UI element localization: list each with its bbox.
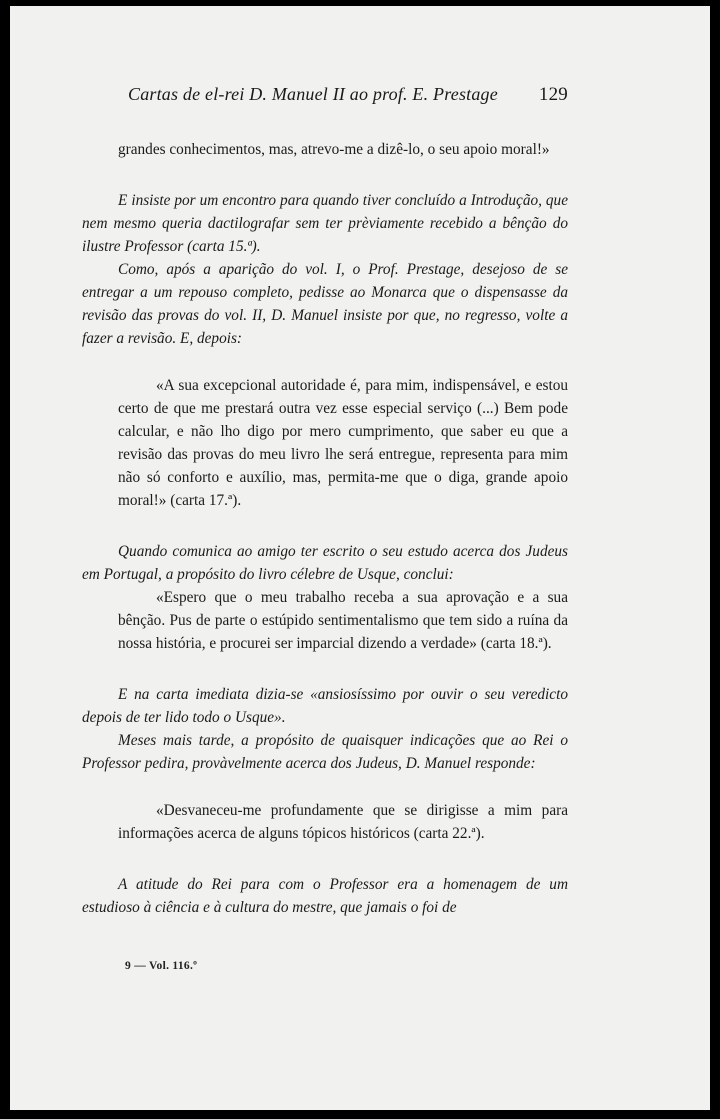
book-page xyxy=(10,6,710,1110)
quote-continuation: grandes conhecimentos, mas, atrevo-me a dizê-lo, o seu apoio moral!» xyxy=(118,141,550,158)
paragraph-veredicto: E na carta imediata dizia-se «ansiosíssimo por ouvir o seu veredicto depois de ter lido todo o Usque». xyxy=(82,686,568,726)
paragraph-judeus: Quando comunica ao amigo ter escrito o seu estudo acerca dos Judeus em Portugal, a propósito do livro célebre de Usque, conclui: xyxy=(82,543,568,583)
quote-carta-18: «Espero que o meu trabalho receba a sua aprovação e a sua bênção. Pus de parte o estúpido sentimentalismo que tem sido a ruína da nossa história, e procurei ser imparcial dizendo a verdade» (carta 18.ª). xyxy=(118,589,568,652)
running-title: Cartas de el-rei D. Manuel II ao prof. E. Prestage xyxy=(128,84,498,104)
paragraph-revisao: Como, após a aparição do vol. I, o Prof. Prestage, desejoso de se entregar a um repouso completo, pedisse ao Monarca que o dispensasse da revisão das provas do vol. II, D. Manuel insiste por que, no regresso, volte a fazer a revisão. E, depois: xyxy=(82,261,568,347)
paragraph-meses: Meses mais tarde, a propósito de quaisquer indicações que ao Rei o Professor pedira, provàvelmente acerca dos Judeus, D. Manuel responde: xyxy=(82,732,568,772)
body-text xyxy=(82,138,568,919)
page-number: 129 xyxy=(538,84,568,105)
paragraph-introducao: E insiste por um encontro para quando tiver concluído a Introdução, que nem mesmo queria dactilografar sem ter prèviamente recebido a bênção do ilustre Professor (carta 15.ª). xyxy=(82,192,568,255)
paragraph-atitude: A atitude do Rei para com o Professor era a homenagem de um estudioso à ciência e à cultura do mestre, que jamais o foi de xyxy=(82,876,568,916)
quote-carta-17: «A sua excepcional autoridade é, para mim, indispensável, e estou certo de que me prestará outra vez esse especial serviço (...) Bem pode calcular, e não lho digo por mero cumprimento, que saber eu que a revisão das provas do meu livro lhe será entregue, representa para mim não só conforto e auxílio, mas, permita-me que o diga, grande apoio moral!» (carta 17.ª). xyxy=(118,377,568,509)
quote-carta-22: «Desvaneceu-me profundamente que se dirigisse a mim para informações acerca de alguns tópicos históricos (carta 22.ª). xyxy=(118,802,568,842)
signature-mark: 9 — Vol. 116.º xyxy=(125,960,198,972)
